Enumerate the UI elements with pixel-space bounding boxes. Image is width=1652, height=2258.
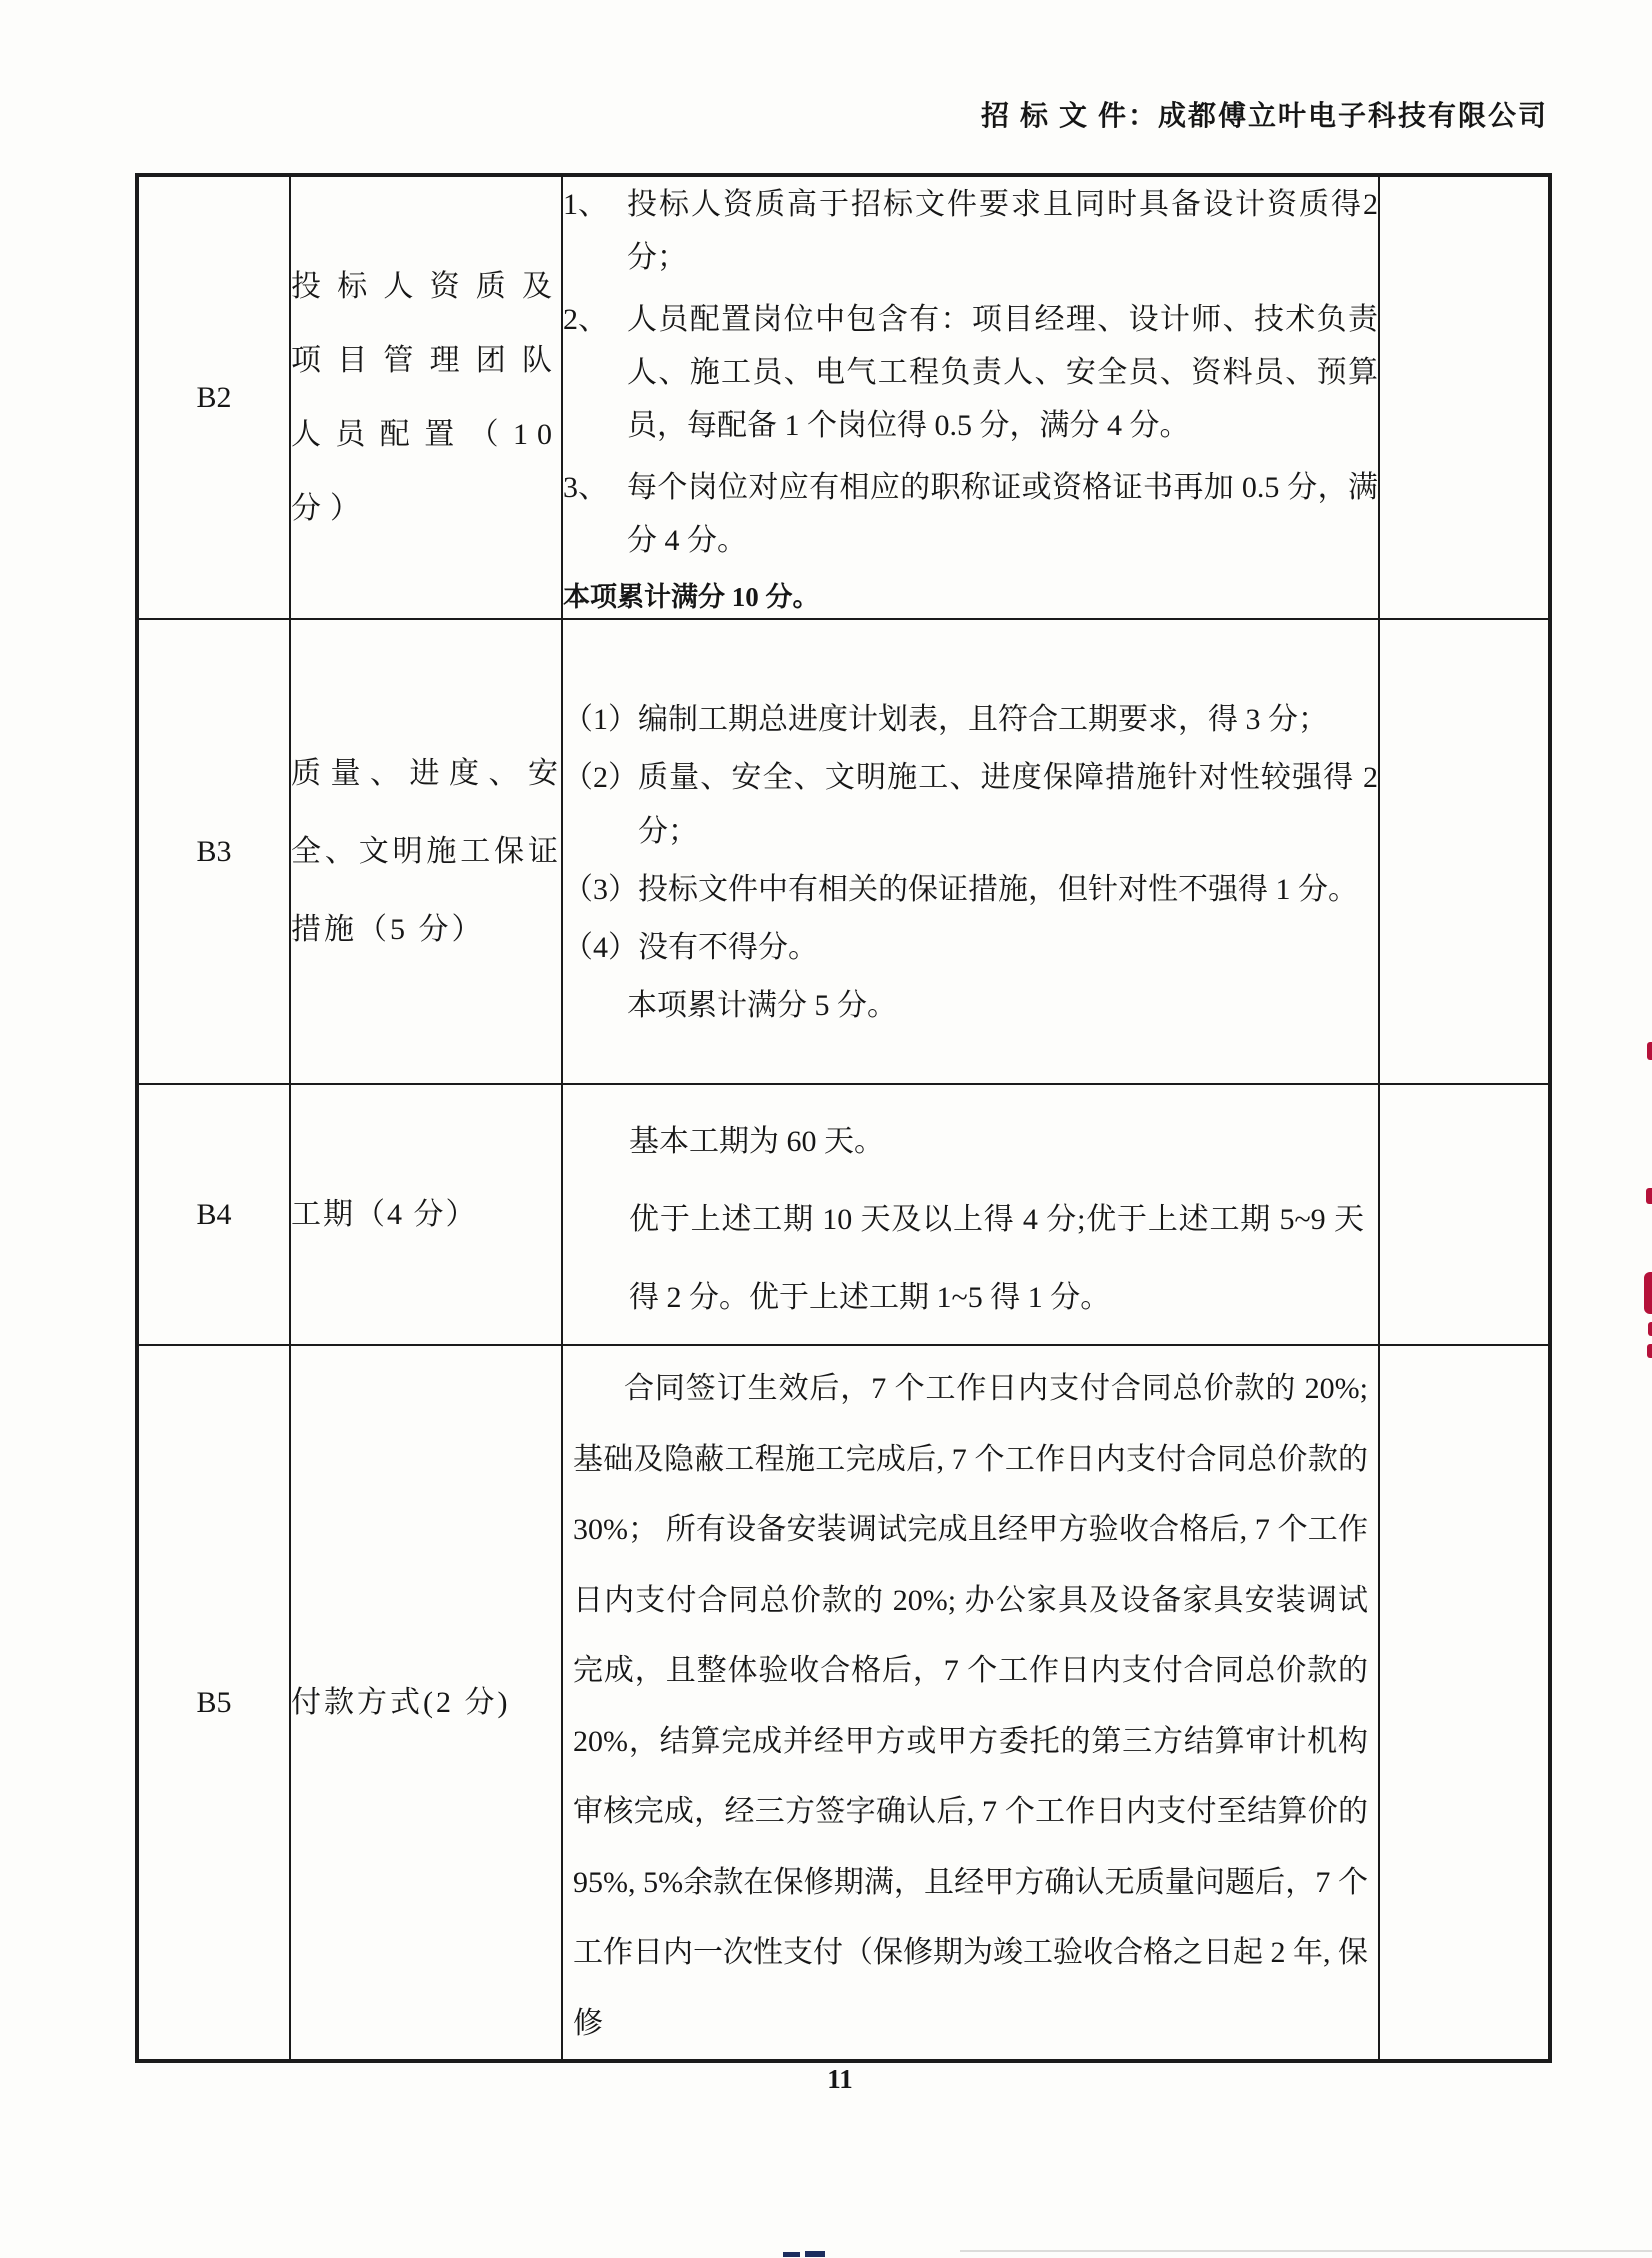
list-item [563, 863, 1378, 917]
criteria-cell-b5 [290, 1345, 562, 2061]
paragraph: 优于上述工期 10 天及以上得 4 分;优于上述工期 5~9 天得 2 分。优于上述工期 1~5 得 1 分。 [629, 1202, 1364, 1314]
item-text: 投标文件中有相关的保证措施，但针对性不强得 1 分。 [638, 872, 1358, 906]
score-cell-b5 [1379, 1345, 1550, 2061]
criteria-cell-b4 [290, 1084, 562, 1345]
item-text: 编制工期总进度计划表，且符合工期要求，得 3 分； [638, 702, 1328, 736]
red-ink-mark [1647, 1344, 1652, 1358]
item-text: 没有不得分。 [638, 930, 818, 964]
criteria-label-b2: 投标人资质及项目管理团队人员配置（10分） [291, 269, 561, 525]
detail-cell-b4 [562, 1084, 1379, 1345]
item-marker: 2、 [563, 302, 608, 336]
row-id-b4: B4 [137, 1084, 290, 1345]
item-text: 质量、安全、文明施工、进度保障措施针对性较强得 2 分； [638, 760, 1378, 848]
red-ink-mark [1644, 1272, 1652, 1314]
list-item [563, 751, 1378, 859]
item-marker: （1） [563, 702, 638, 736]
row-summary-b2: 本项累计满分 10 分。 [563, 581, 820, 612]
table-row-b4 [137, 1084, 1550, 1345]
row-summary-b3: 本项累计满分 5 分。 [627, 988, 897, 1022]
criteria-cell-b2 [290, 175, 562, 619]
scan-artifact-line [960, 2250, 1652, 2252]
table-row-b2 [137, 175, 1550, 619]
list-item [563, 921, 1378, 975]
item-marker: 1、 [563, 187, 608, 221]
item-marker: （4） [563, 930, 638, 964]
item-marker: （2） [563, 760, 638, 794]
list-item [563, 461, 1378, 567]
list-item [563, 178, 1378, 284]
paragraph: 合同签订生效后，7 个工作日内支付合同总价款的 20%; 基础及隐蔽工程施工完成后, 7 个工作日内支付合同总价款的 30%； 所有设备安装调试完成且经甲方验收合格后, 7 个工作日内支付合同总价款的 20%; 办公家具及设备家具安装调试完成，且整体验收合格后，7 个工作日内支付合同总价款的 20%，结算完成并经甲方或甲方委托的第三方结算审计机构审核完成，经三方签字确认后, 7 个工作日内支付至结算价的 95%, 5%余款在保修期满，且经甲方确认无质量问题后，7 个工作日内一次性支付（保修期为竣工验收合格之日起 2 年, 保修 [573, 1372, 1368, 2040]
criteria-label-b5: 付款方式(2 分) [291, 1685, 511, 1719]
row-id-b5: B5 [137, 1345, 290, 2061]
item-marker: 3、 [563, 470, 608, 504]
list-item [563, 693, 1378, 747]
score-cell-b2 [1379, 175, 1550, 619]
detail-cell-b3 [562, 619, 1379, 1084]
pen-mark [805, 2251, 825, 2257]
red-ink-mark [1647, 1042, 1652, 1060]
paragraph: 基本工期为 60 天。 [629, 1124, 884, 1158]
item-marker: （3） [563, 872, 638, 906]
scoring-criteria-table [135, 173, 1552, 2063]
document-header: 招 标 文 件：成都傅立叶电子科技有限公司 [980, 101, 1548, 132]
row-id-b2: B2 [137, 175, 290, 619]
list-item [563, 293, 1378, 452]
criteria-label-b4: 工期（4 分） [291, 1197, 478, 1231]
page-number: 11 [827, 2064, 853, 2094]
table-row-b5 [137, 1345, 1550, 2061]
red-ink-mark [1646, 1188, 1652, 1204]
score-cell-b3 [1379, 619, 1550, 1084]
item-text: 投标人资质高于招标文件要求且同时具备设计资质得2分； [627, 187, 1378, 274]
detail-cell-b5 [562, 1345, 1379, 2061]
table-row-b3 [137, 619, 1550, 1084]
criteria-label-b3: 质量、进度、安全、文明施工保证措施（5 分） [291, 756, 561, 946]
red-ink-mark [1648, 1322, 1652, 1336]
row-id-b3: B3 [137, 619, 290, 1084]
criteria-cell-b3 [290, 619, 562, 1084]
item-text: 每个岗位对应有相应的职称证或资格证书再加 0.5 分，满分 4 分。 [627, 470, 1378, 557]
detail-cell-b2 [562, 175, 1379, 619]
item-text: 人员配置岗位中包含有：项目经理、设计师、技术负责人、施工员、电气工程负责人、安全员、资料员、预算员，每配备 1 个岗位得 0.5 分，满分 4 分。 [627, 302, 1378, 442]
score-cell-b4 [1379, 1084, 1550, 1345]
pen-mark [783, 2252, 800, 2257]
